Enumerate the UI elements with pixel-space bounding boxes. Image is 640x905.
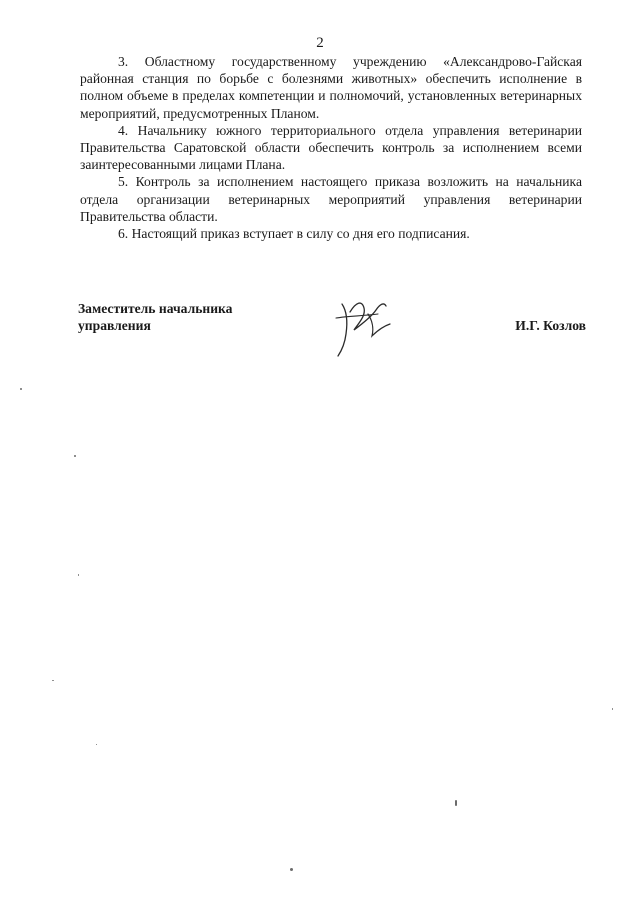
signer-position-line-2: управления [78, 318, 151, 333]
scan-speck [96, 744, 97, 745]
scan-speck [20, 388, 22, 390]
paragraph-6: 6. Настоящий приказ вступает в силу со дня его подписания. [118, 226, 470, 242]
document-body [80, 53, 582, 242]
scan-speck [52, 680, 54, 681]
scan-speck [78, 574, 79, 576]
scan-speck [455, 800, 457, 806]
scan-speck [612, 708, 613, 710]
paragraph-3: 3. Областному государственному учреждению «Александрово-Гайская районная станция по борьбе с болезнями животных» обеспечить исполнение в полном объеме в пределах компетенции и полномочий, установленных ветеринарных мероприятий, предусмотренных Планом. [80, 54, 582, 121]
paragraph-5: 5. Контроль за исполнением настоящего приказа возложить на начальника отдела организации ветеринарных мероприятий управления ветеринарии Правительства области. [80, 174, 582, 224]
paragraph-4: 4. Начальнику южного территориального отдела управления ветеринарии Правительства Саратовской области обеспечить контроль за исполнением всеми заинтересованными лицами Плана. [80, 122, 582, 173]
scan-speck [290, 868, 293, 871]
signer-name: И.Г. Козлов [515, 318, 586, 333]
signature-block [78, 300, 586, 360]
signer-position [78, 300, 298, 334]
page-number: 2 [316, 35, 324, 51]
signer-position-line-1: Заместитель начальника [78, 301, 233, 316]
scan-speck [74, 455, 76, 457]
handwritten-signature [328, 290, 398, 362]
